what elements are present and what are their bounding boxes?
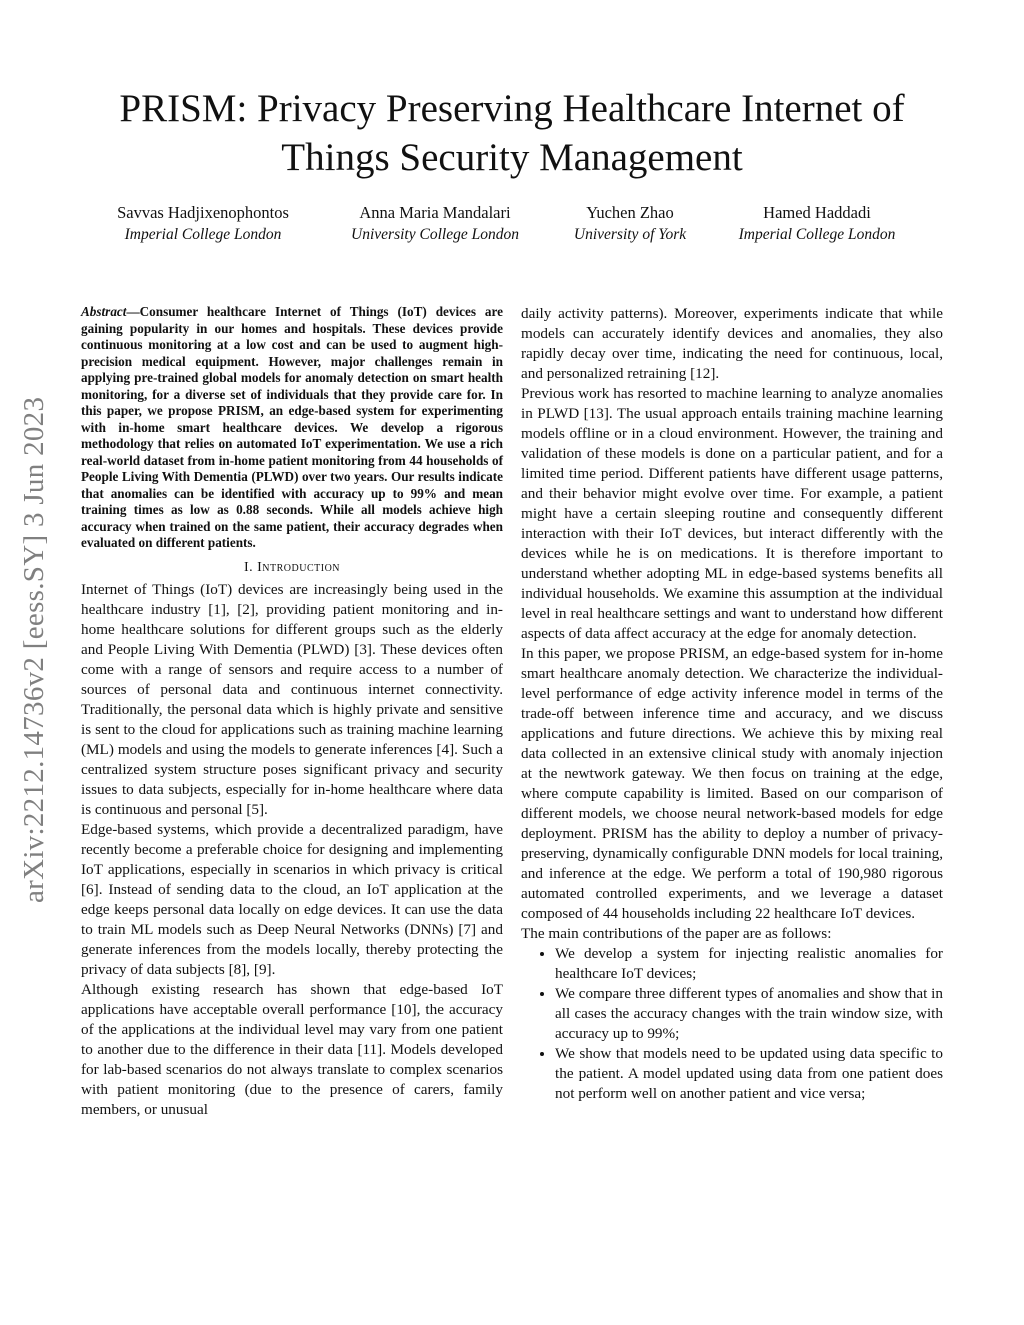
section-title: Introduction [257, 559, 341, 575]
author-4 [714, 202, 920, 246]
author-name: Anna Maria Mandalari [359, 203, 511, 222]
section-heading-introduction [81, 560, 503, 576]
paragraph: Edge-based systems, which provide a decentralized paradigm, have recently become a preferable choice for designing and implementing IoT applications, especially in scenarios in which privacy is critical [6]. Instead of sending data to the cloud, an IoT application at the edge keeps personal data locally on edge devices. It can use the data to train ML models such as Deep Neural Networks (DNNs) [7] and generate inferences from the models locally, thereby protecting the privacy of data subjects [8], [9]. [81, 820, 503, 978]
paragraph: The main contributions of the paper are as follows: [521, 925, 832, 942]
author-2 [332, 202, 538, 246]
author-affiliation: Imperial College London [738, 226, 896, 243]
list-item: • We show that models need to be updated using data specific to the patient. A model updated using data from one patient does not perform well on another patient and vice versa; [555, 1044, 943, 1104]
author-affiliation: University of York [573, 226, 687, 243]
paper-title: PRISM: Privacy Preserving Healthcare Internet of Things Security Management [119, 87, 905, 179]
paragraph: Internet of Things (IoT) devices are increasingly being used in the healthcare industry [1], [2], providing patient monitoring and in-home healthcare solutions for different groups such as the elderly and People Living With Dementia (PLWD) [3]. These devices often come with a range of sensors and require access to a number of sources of personal data and continuous internet connectivity. Traditionally, the personal data which is highly private and sensitive is sent to the cloud for applications such as training machine learning (ML) models and using the models to generate inferences [4]. Such a centralized system structure poses significant privacy and security issues to data subjects, especially for in-home healthcare where data is continuous and personal [5]. [81, 580, 503, 818]
left-column [81, 304, 503, 1120]
paragraph: daily activity patterns). Moreover, experiments indicate that while models can accurately identify devices and anomalies, they also rapidly decay over time, indicating the need for continuous, local, and personalized retraining [12]. [521, 305, 943, 382]
paragraph: Previous work has resorted to machine learning to analyze anomalies in PLWD [13]. The usual approach entails training machine learning models offline or in a cloud environment. However, the training and validation of these models is done on a particular patient, and for a limited time period. Different patients have different usage patterns, and their behavior might evolve over time. For example, a patient might have a certain sleeping routine and consequently different interaction with their IoT devices, but interact differently with the devices while he is on medications. It is therefore important to understand whether adopting ML in edge-based systems benefits all individual households. We examine this assumption at the individual level in real healthcare settings and want to understand how different aspects of data affect accuracy at the edge for anomaly detection. [521, 385, 943, 642]
paragraph: Although existing research has shown that edge-based IoT applications have acceptable overall performance [10], the accuracy of the applications at the individual level may vary from one patient to another due to the difference in their data [11]. Models developed for lab-based scenarios do not always translate to complex scenarios with patient monitoring (due to the presence of carers, family members, or unusual [81, 980, 503, 1118]
right-column [521, 304, 943, 1104]
list-item: • We compare three different types of anomalies and show that in all cases the accuracy changes with the train window size, with accuracy up to 99%; [555, 984, 943, 1044]
contributions-list [521, 944, 943, 1104]
abstract-lead: Abstract [81, 304, 127, 319]
section-numeral: I. [243, 559, 258, 575]
paragraph: In this paper, we propose PRISM, an edge-based system for in-home smart healthcare anomaly detection. We characterize the individual-level performance of edge activity inference model in terms of the trade-off between inference time and accuracy, and we discuss applications and future directions. We achieve this by mixing real data collected in an extensive clinical study with anomaly injection at the newtwork gateway. We then focus on training at the edge, where compute capability is limited. Based on our comparison of different models, we choose neural network-based models for edge deployment. PRISM has the ability to deploy a number of privacy-preserving, dynamically configurable DNN models for local training, and inference at the edge. We perform a total of 190,980 rigorous automated controlled experiments, and we leverage a dataset composed of 44 households including 22 healthcare IoT devices. [521, 645, 943, 922]
author-name: Hamed Haddadi [763, 203, 871, 222]
list-item: • We develop a system for injecting realistic anomalies for healthcare IoT devices; [555, 944, 943, 984]
abstract-text: —Consumer healthcare Internet of Things (IoT) devices are gaining popularity in our homes and hospitals. These devices provide continuous monitoring at a low cost and can be used to augment high-precision medical equipment. However, major challenges remain in applying pre-trained global models for anomaly detection on smart health monitoring, for a diverse set of individuals that they provide care for. In this paper, we propose PRISM, an edge-based system for experimenting with in-home smart healthcare devices. We develop a rigorous methodology that relies on automated IoT experimentation. We use a rich real-world dataset from in-home patient monitoring from 44 households of People Living With Dementia (PLWD) over two years. Our results indicate that anomalies can be identified with accuracy up to 99% and mean training times as low as 0.88 seconds. While all models achieve high accuracy when trained on the same patient, their accuracy degrades when evaluated on different patients. [81, 304, 503, 550]
abstract [81, 304, 503, 552]
author-3 [527, 202, 733, 246]
arxiv-identifier: arXiv:2212.14736v2 [eess.SY] 3 Jun 2023 [18, 396, 50, 904]
author-affiliation: University College London [351, 226, 519, 243]
author-name: Yuchen Zhao [586, 203, 674, 222]
author-1 [100, 202, 306, 246]
author-name: Savvas Hadjixenophontos [117, 203, 289, 222]
author-affiliation: Imperial College London [124, 226, 282, 243]
